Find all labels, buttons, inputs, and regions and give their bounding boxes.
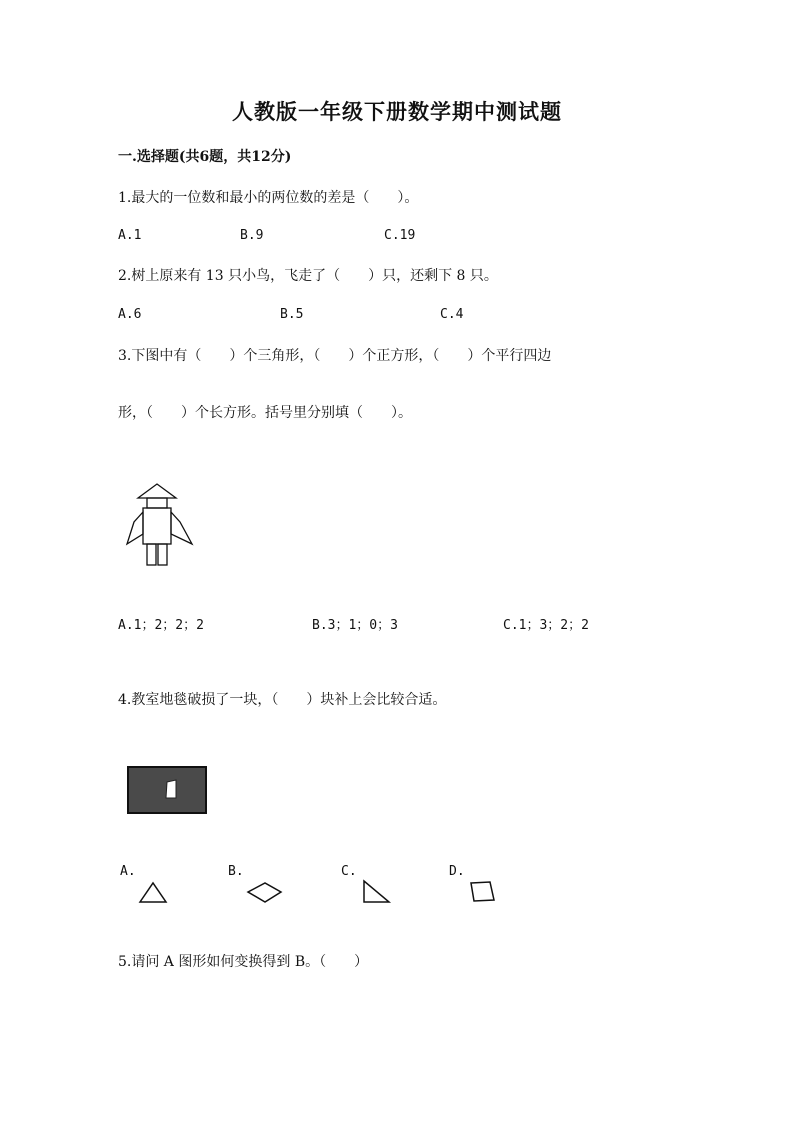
triangle-shape <box>138 880 170 906</box>
question-1: 1.最大的一位数和最小的两位数的差是（ ）。 <box>118 190 419 206</box>
carpet-hole <box>166 780 176 798</box>
robot-head-square <box>147 498 167 508</box>
robot-right-leg <box>158 544 167 565</box>
q3-option-b: B.3；1；0；3 <box>312 618 398 633</box>
robot-body-rectangle <box>143 508 171 544</box>
robot-left-leg <box>147 544 156 565</box>
q3-option-a: A.1；2；2；2 <box>118 618 204 633</box>
carpet-figure <box>124 764 210 816</box>
q2-option-c: C.4 <box>440 307 464 322</box>
q1-option-a: A.1 <box>118 228 142 243</box>
q1-option-b: B.9 <box>240 228 264 243</box>
q4-option-d: D. <box>449 864 465 879</box>
question-4: 4.教室地毯破损了一块，（ ）块补上会比较合适。 <box>118 692 447 708</box>
q4-option-a: A. <box>120 864 136 879</box>
q2-option-a: A.6 <box>118 307 142 322</box>
q4-option-b: B. <box>228 864 244 879</box>
question-3-line-2: 形，（ ）个长方形。括号里分别填（ ）。 <box>118 405 412 421</box>
question-2: 2.树上原来有 13 只小鸟，飞走了（ ）只，还剩下 8 只。 <box>118 268 498 284</box>
robot-roof-triangle <box>138 484 176 498</box>
q3-option-c: C.1；3；2；2 <box>503 618 589 633</box>
rhombus-shape <box>246 880 284 906</box>
q1-option-c: C.19 <box>384 228 416 243</box>
question-3-line-1: 3.下图中有（ ）个三角形，（ ）个正方形，（ ）个平行四边 <box>118 348 552 364</box>
question-5: 5.请问 A 图形如何变换得到 B。（ ） <box>118 954 369 970</box>
page-title: 人教版一年级下册数学期中测试题 <box>232 99 562 124</box>
trapezoid-shape <box>468 880 498 904</box>
right-triangle-shape <box>361 878 393 906</box>
robot-right-wing-parallelogram <box>171 512 192 544</box>
robot-left-wing-parallelogram <box>127 512 143 544</box>
robot-figure <box>122 482 202 568</box>
q4-option-c: C. <box>341 864 357 879</box>
q2-option-b: B.5 <box>280 307 304 322</box>
section-heading: 一.选择题(共6题，共12分) <box>118 149 292 165</box>
